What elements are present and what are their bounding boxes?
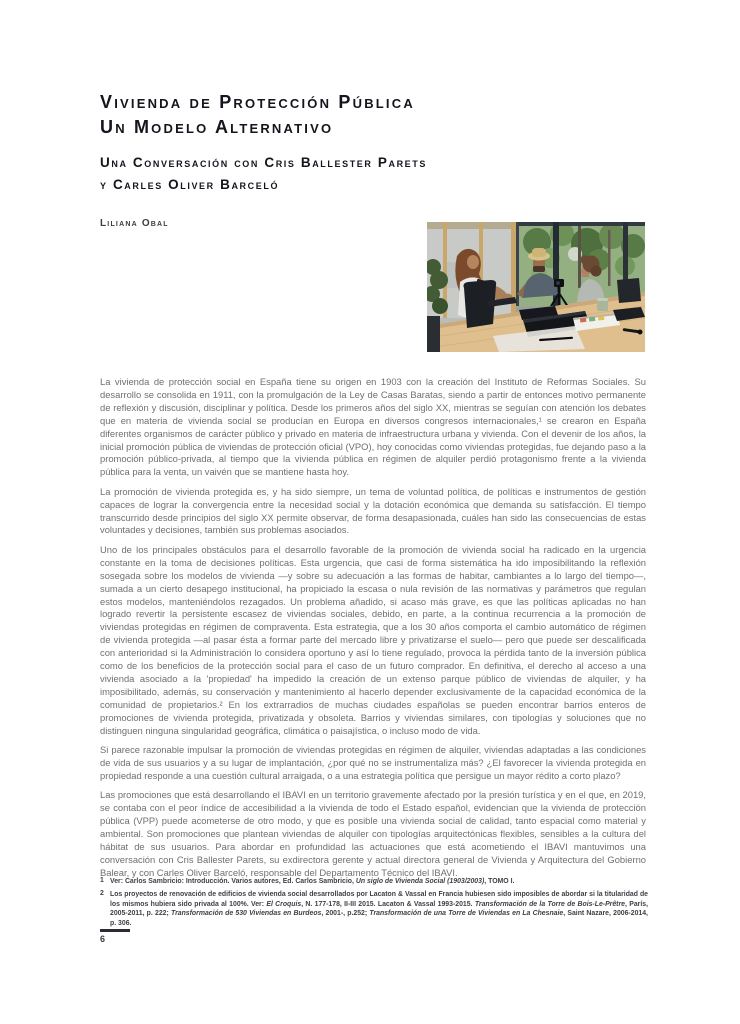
- paragraph-5: Las promociones que está desarrollando el IBAVI en un territorio gravemente afectado por la presión turística y en el que, en 2019, se contaba con el peor índice de accesibilidad a la vivienda de todo el Estado español, evidencian que la vivienda de protección pública (VPP) puede acometerse de otro modo, y que es posible una vivienda social de calidad, tanto espacial como material y ambiental. Son promociones que plantean viviendas de alquiler con tipologías arquitectónicas flexibles, sensibles a la cultura del hábitat de sus usuarios. Para abordar en profundidad las actuaciones que está acometiendo el IBAVI mantuvimos una conversación con Cris Ballester Parets, su exdirectora gerente y actual directora general de Vivienda y Arquitectura del Gobierno Balear, y con Carles Oliver Barceló, responsable del Departamento Técnico del IBAVI.: [100, 789, 646, 878]
- footnotes: [100, 877, 648, 932]
- paragraph-4: Si parece razonable impulsar la promoción de viviendas protegidas en régimen de alquiler, viviendas adaptadas a las condiciones de vida de sus usuarios y a su lugar de implantación, ¿por qué no se instrumentaliza más? ¿El favorecer la vivienda protegida en propiedad responde a una cuestión cultural arraigada, o a una estrategia política que persigue un mayor rédito a corto plazo?: [100, 743, 646, 781]
- page-subtitle: [100, 152, 646, 196]
- subtitle-line-1: Una Conversación con Cris Ballester Parets: [100, 155, 427, 170]
- paragraph-3: Uno de los principales obstáculos para el desarrollo favorable de la promoción de vivienda social ha radicado en la urgencia constante en la toma de decisiones políticas. Esta urgencia, que casi de forma sistemática ha ido imposibilitando la reflexión sosegada sobre los modelos de vivienda —y sobre su adecuación a las formas de habitar, cambiantes a lo largo del tiempo—, sumada a un cierto desapego institucional, ha propiciado la escasa o nula revisión de las normativas y parámetros que regulan estos modelos, manteniéndolos rezagados. Un problema añadido, si acaso más grave, es que las políticas aplicadas no han logrado revertir la persistente escasez de viviendas sociales, debido, en parte, a la continua recurrencia a la promoción de viviendas protegidas en régimen de compraventa. Esta estrategia, que a los 30 años comporta el cambio automático de régimen de vivienda protegida —al pasar ésta a formar parte del mercado libre y privatizarse el suelo— pero que puede ser descalificada con anterioridad si la Administración lo considera oportuno y así lo tiene regulado, provoca la pérdida tanto de la inversión pública como de los beneficios de la protección social para el caso de un futuro comprador. En definitiva, el derecho al acceso a una vivienda asociado a la 'propiedad' ha impedido la creación de un extenso parque público de viviendas de alquiler, y ha imposibilitado, además, su conservación y mantenimiento al hacerlo depender exclusivamente de la capacidad económica de la comunidad de propietarios.² En los extrarradios de muchas ciudades españolas se pueden encontrar barrios enteros de promociones de vivienda protegida, privatizada y obsoleta. Barrios y viviendas similares, con tipologías y soluciones que no distinguen ninguna singularidad geográfica, climática o paisajística, o incluso modo de vida.: [100, 543, 646, 736]
- meeting-photo: [427, 222, 645, 352]
- footer-rule: [100, 929, 130, 932]
- title-line-1: Vivienda de Protección Pública: [100, 92, 415, 112]
- footnote-1-text: Ver: Carlos Sambricio: Introducción. Varios autores, Ed. Carlos Sambricio, Un siglo de Vivienda Social (1903/2003), TOMO I.: [110, 878, 515, 885]
- article-body: [100, 376, 646, 886]
- paragraph-1: La vivienda de protección social en España tiene su origen en 1903 con la creación del Instituto de Reformas Sociales. Su desarrollo se consolida en 1911, con la promulgación de la Ley de Casas Baratas, siendo a partir de entonces motivo permanente de reflexión y discusión, disciplinar y política. Desde los primeros años del siglo XX, mientras se seguían con atención los debates que en materia de vivienda social se producían en Europa en diversos congresos internacionales,¹ se crearon en España diferentes organismos de carácter público y privado en materia de infraestructura urbana y vivienda. Con el devenir de los años, la inicial promoción pública de viviendas de protección oficial (VPO), hoy conocidas como viviendas protegidas, fue dejando paso a la promoción público-privada, al tiempo que la vivienda pública en régimen de alquiler perdió protagonismo frente a la vivienda pública para la venta, un vaivén que se mantiene hasta hoy.: [100, 376, 646, 478]
- footnote-2-text: Los proyectos de renovación de edificios de vivienda social desarrollados por Lacaton & Vassal en Francia hubiesen sido imposibles de abordar si la titularidad de los mismos hubiera sido privada al 100%. Ver: El Croquis, N. 177-178, II-III 2015. Lacaton & Vassal 1993-2015. Transformación de la Torre de Bois-Le-Prêtre, París, 2005-2011, p. 222; Transformación de 530 Viviendas en Burdeos, 2001-, p.252; Transformación de una Torre de Viviendas en La Chesnaie, Saint Nazare, 2006-2014, p. 306.: [110, 891, 648, 927]
- article-header: [100, 90, 646, 229]
- footnote-1: [100, 877, 648, 886]
- meeting-photo-illustration: [427, 222, 645, 352]
- page-number: 6: [100, 934, 106, 944]
- page-title: [100, 90, 646, 140]
- footnote-1-number: 1: [100, 876, 104, 884]
- paragraph-2: La promoción de vivienda protegida es, y ha sido siempre, un tema de voluntad política, de políticas e instrumentos de gestión capaces de lograr la convergencia entre la necesidad social y la dotación económica que demanda su satisfacción. El tiempo transcurrido desde principios del siglo XX permite observar, de forma desapasionada, cuáles han sido las consecuencias de estas voluntades y decisiones, también sus problemas asociados.: [100, 485, 646, 536]
- footnote-2: [100, 890, 648, 928]
- footnote-2-number: 2: [100, 889, 104, 897]
- author-name: Liliana Obal: [100, 218, 169, 229]
- subtitle-line-2: y Carles Oliver Barceló: [100, 177, 280, 192]
- title-line-2: Un Modelo Alternativo: [100, 117, 334, 137]
